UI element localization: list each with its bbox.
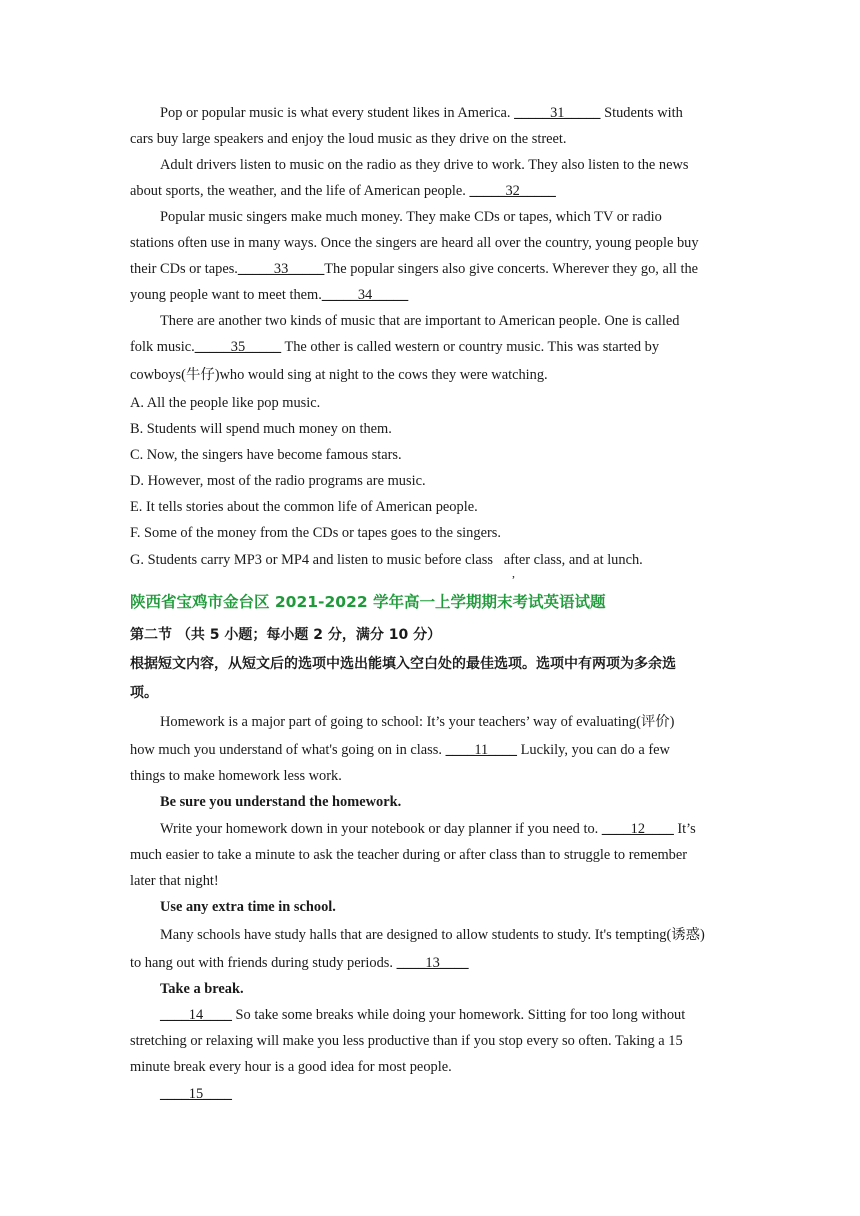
blank-33[interactable]: _____33_____	[237, 261, 325, 277]
passage1-p3-line3	[130, 260, 698, 278]
section-subheading: 第二节 （共 5 小题；每小题 2 分，满分 10 分）	[130, 627, 442, 643]
text: about sports, the weather, and the life of American people.	[130, 183, 470, 199]
passage2-p2-line3: later that night!	[130, 873, 219, 889]
blank-32[interactable]: _____32_____	[469, 183, 556, 199]
text: It’s	[673, 821, 696, 837]
text: young people want to meet them.	[130, 287, 322, 303]
blank-15[interactable]: ____15____	[160, 1086, 232, 1102]
passage1-p4-line2	[130, 338, 659, 356]
passage1-p2-line1: Adult drivers listen to music on the radio as they drive to work. They also listen to the news	[160, 157, 689, 173]
subheading-break: Take a break.	[160, 981, 244, 997]
passage2-p1-line2	[130, 741, 670, 759]
blank-12[interactable]: ____12____	[601, 821, 674, 837]
blank-31[interactable]: _____31_____	[514, 105, 601, 121]
passage2-p5-line1	[160, 1085, 232, 1103]
passage2-p4-line1	[160, 1006, 685, 1024]
text: Write your homework down in your notebook or day planner if you need to.	[160, 821, 602, 837]
passage1-p3-line1: Popular music singers make much money. They make CDs or tapes, which TV or radio	[160, 209, 662, 225]
passage2-p2-line2: much easier to take a minute to ask the teacher during or after class than to struggle to remember	[130, 847, 688, 863]
text: to hang out with friends during study periods.	[130, 955, 397, 971]
subheading-extra-time: Use any extra time in school.	[160, 899, 336, 915]
option-e: E. It tells stories about the common life of American people.	[130, 499, 478, 515]
passage2-p1-line3: things to make homework less work.	[130, 768, 342, 784]
option-d: D. However, most of the radio programs are music.	[130, 473, 426, 489]
passage1-p1-line1	[160, 104, 683, 122]
passage2-p4-line2: stretching or relaxing will make you less productive than if you stop every so often. Taking a 15	[130, 1033, 683, 1049]
passage2-p1-line1: Homework is a major part of going to school: It’s your teachers’ way of evaluating(评价)	[160, 714, 675, 730]
text: So take some breaks while doing your homework. Sitting for too long without	[231, 1007, 686, 1023]
passage1-p4-line3: cowboys(牛仔)who would sing at night to the cows they were watching.	[130, 367, 548, 383]
passage1-p3-line2: stations often use in many ways. Once the singers are heard all over the country, young people buy	[130, 235, 699, 251]
subheading-understand: Be sure you understand the homework.	[160, 794, 402, 810]
option-a: A. All the people like pop music.	[130, 395, 321, 411]
option-f: F. Some of the money from the CDs or tapes goes to the singers.	[130, 525, 501, 541]
passage1-p4-line1: There are another two kinds of music that are important to American people. One is called	[160, 313, 680, 329]
blank-34[interactable]: _____34_____	[321, 287, 409, 303]
text: their CDs or tapes.	[130, 261, 238, 277]
text: how much you understand of what's going on in class.	[130, 742, 446, 758]
passage1-p2-line2	[130, 182, 556, 200]
text: folk music.	[130, 339, 195, 355]
passage2-p4-line3: minute break every hour is a good idea for most people.	[130, 1059, 452, 1075]
text: Luckily, you can do a few	[516, 742, 670, 758]
instruction-line1: 根据短文内容，从短文后的选项中选出能填入空白处的最佳选项。选项中有两项为多余选	[130, 656, 676, 672]
text: The other is called western or country music. This was started by	[281, 339, 660, 355]
passage1-p3-line4	[130, 286, 408, 304]
stray-comma: ,	[512, 566, 515, 580]
text: Students with	[600, 105, 683, 121]
passage2-p2-line1	[160, 820, 696, 838]
section-heading: 陕西省宝鸡市金台区 2021-2022 学年高一上学期期末考试英语试题	[130, 593, 606, 611]
passage1-p1-line2: cars buy large speakers and enjoy the loud music as they drive on the street.	[130, 131, 567, 147]
blank-14[interactable]: ____14____	[160, 1007, 232, 1023]
option-b: B. Students will spend much money on them.	[130, 421, 392, 437]
blank-11[interactable]: ____11____	[445, 742, 517, 758]
text: The popular singers also give concerts. Wherever they go, all the	[324, 261, 699, 277]
blank-35[interactable]: _____35_____	[194, 339, 282, 355]
option-g: G. Students carry MP3 or MP4 and listen to music before class after class, and at lunch.	[130, 552, 643, 568]
instruction-line2: 项。	[130, 685, 158, 701]
passage2-p3-line2	[130, 954, 469, 972]
text: Pop or popular music is what every student likes in America.	[160, 105, 511, 121]
option-c: C. Now, the singers have become famous stars.	[130, 447, 402, 463]
passage2-p3-line1: Many schools have study halls that are designed to allow students to study. It's tempting(诱惑)	[160, 927, 705, 943]
blank-13[interactable]: ____13____	[396, 955, 469, 971]
